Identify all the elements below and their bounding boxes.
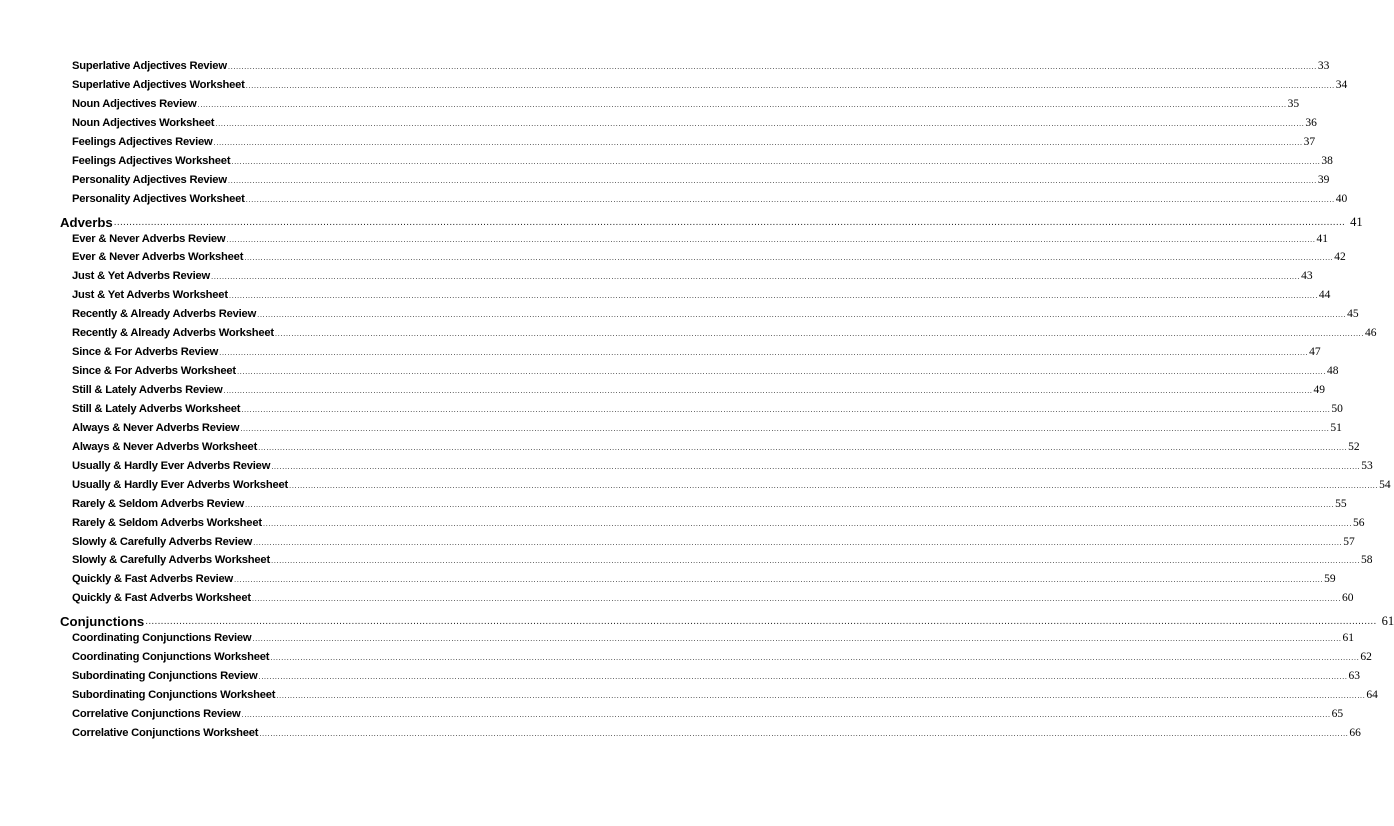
toc-page-number: 35	[1287, 97, 1300, 110]
toc-entry-title: Usually & Hardly Ever Adverbs Review	[72, 459, 271, 472]
toc-entry-title: Always & Never Adverbs Worksheet	[72, 440, 258, 453]
toc-entry-title: Subordinating Conjunctions Worksheet	[72, 689, 276, 702]
toc-entry-title: Conjunctions	[60, 614, 145, 630]
toc-entry[interactable]	[60, 708, 1344, 727]
toc-entry[interactable]	[60, 497, 1347, 517]
toc-entry[interactable]	[60, 154, 1333, 174]
toc-entry-title: Always & Never Adverbs Review	[72, 421, 240, 434]
dot-leader: ................................................................................................................................................................................................................................................................................................................................................................................................................	[213, 137, 1303, 147]
toc-entry-title: Recently & Already Adverbs Review	[72, 308, 257, 321]
dot-leader: ................................................................................................................................................................................................................................................................................................................................................................................................................	[245, 194, 1335, 204]
toc-entry-title: Coordinating Conjunctions Worksheet	[72, 651, 270, 664]
toc-entry[interactable]	[60, 97, 1300, 117]
toc-page-number: 43	[1301, 270, 1313, 283]
toc-page-number: 41	[1350, 214, 1363, 229]
toc-entry[interactable]	[60, 516, 1365, 536]
toc-entry-title: Superlative Adjectives Worksheet	[72, 78, 245, 91]
toc-page-number: 38	[1321, 154, 1333, 167]
toc-page-number: 57	[1343, 535, 1355, 548]
toc-entry[interactable]	[60, 689, 1378, 708]
toc-entry-title: Coordinating Conjunctions Review	[72, 632, 252, 645]
dot-leader: ................................................................................................................................................................................................................................................................................................................................................................................................................	[228, 291, 1318, 301]
toc-entry[interactable]	[60, 78, 1348, 98]
toc-page-number: 52	[1348, 440, 1360, 453]
toc-entry[interactable]	[60, 670, 1361, 689]
toc-entry-title: Still & Lately Adverbs Worksheet	[72, 402, 241, 415]
toc-page-number: 34	[1335, 78, 1348, 91]
toc-entry[interactable]	[60, 135, 1316, 155]
toc-entry[interactable]	[60, 554, 1373, 573]
toc-page-number: 51	[1330, 421, 1342, 434]
toc-entry[interactable]	[60, 270, 1313, 289]
toc-entry[interactable]	[60, 289, 1331, 308]
dot-leader: ................................................................................................................................................................................................................................................................................................................................................................................................................	[270, 556, 1361, 566]
dot-leader: ................................................................................................................................................................................................................................................................................................................................................................................................................	[262, 518, 1352, 528]
toc-page-number: 61	[1381, 614, 1394, 629]
toc-page-number: 64	[1366, 689, 1378, 702]
toc-page-number: 58	[1361, 554, 1373, 567]
dot-leader: ................................................................................................................................................................................................................................................................................................................................................................................................................	[276, 691, 1366, 701]
toc-page-number: 36	[1305, 116, 1317, 129]
toc-entry[interactable]	[60, 251, 1346, 270]
toc-page-number: 41	[1316, 232, 1328, 245]
dot-leader: ................................................................................................................................................................................................................................................................................................................................................................................................................	[253, 537, 1343, 547]
toc-entry[interactable]	[60, 232, 1328, 252]
dot-leader: ................................................................................................................................................................................................................................................................................................................................................................................................................	[270, 653, 1360, 663]
dot-leader: ................................................................................................................................................................................................................................................................................................................................................................................................................	[241, 710, 1331, 719]
dot-leader: ................................................................................................................................................................................................................................................................................................................................................................................................................	[251, 594, 1341, 604]
toc-entry-title: Ever & Never Adverbs Review	[72, 232, 226, 245]
dot-leader: ................................................................................................................................................................................................................................................................................................................................................................................................................	[241, 404, 1331, 414]
dot-leader: ................................................................................................................................................................................................................................................................................................................................................................................................................	[219, 348, 1309, 358]
dot-leader: ................................................................................................................................................................................................................................................................................................................................................................................................................	[240, 423, 1330, 433]
dot-leader: ................................................................................................................................................................................................................................................................................................................................................................................................................	[257, 310, 1347, 320]
toc-entry-title: Personality Adjectives Review	[72, 173, 227, 186]
toc-page-number: 65	[1331, 708, 1344, 720]
dot-leader: ................................................................................................................................................................................................................................................................................................................................................................................................................	[113, 216, 1346, 228]
toc-entry[interactable]	[60, 632, 1355, 651]
toc-entry[interactable]	[60, 535, 1355, 555]
dot-leader: ................................................................................................................................................................................................................................................................................................................................................................................................................	[259, 728, 1349, 738]
dot-leader: ................................................................................................................................................................................................................................................................................................................................................................................................................	[211, 272, 1301, 282]
toc-page-number: 53	[1361, 459, 1373, 472]
dot-leader: ................................................................................................................................................................................................................................................................................................................................................................................................................	[215, 118, 1305, 128]
toc-entry[interactable]	[60, 478, 1391, 498]
dot-leader: ................................................................................................................................................................................................................................................................................................................................................................................................................	[245, 499, 1335, 509]
dot-leader: ................................................................................................................................................................................................................................................................................................................................................................................................................	[227, 175, 1317, 185]
dot-leader: ................................................................................................................................................................................................................................................................................................................................................................................................................	[244, 253, 1334, 263]
toc-entry[interactable]	[60, 308, 1359, 327]
dot-leader: ................................................................................................................................................................................................................................................................................................................................................................................................................	[227, 62, 1317, 71]
toc-entry-title: Recently & Already Adverbs Worksheet	[72, 327, 274, 340]
dot-leader: ................................................................................................................................................................................................................................................................................................................................................................................................................	[258, 442, 1348, 452]
toc-entry-title: Still & Lately Adverbs Review	[72, 384, 223, 396]
toc-entry-title: Correlative Conjunctions Worksheet	[72, 726, 259, 739]
toc-page-number: 33	[1317, 60, 1330, 72]
toc-entry[interactable]	[60, 327, 1377, 346]
toc-entry[interactable]	[60, 116, 1317, 136]
toc-entry[interactable]	[60, 192, 1348, 212]
toc-entry-title: Superlative Adjectives Review	[72, 60, 227, 72]
dot-leader: ................................................................................................................................................................................................................................................................................................................................................................................................................	[234, 575, 1324, 585]
toc-page-number: 62	[1360, 651, 1372, 664]
toc-page-number: 60	[1341, 592, 1354, 605]
toc-entry[interactable]	[60, 459, 1373, 479]
toc-entry-title: Just & Yet Adverbs Worksheet	[72, 289, 228, 302]
dot-leader: ................................................................................................................................................................................................................................................................................................................................................................................................................	[236, 367, 1326, 377]
toc-page-number: 44	[1318, 289, 1331, 302]
dot-leader: ................................................................................................................................................................................................................................................................................................................................................................................................................	[231, 156, 1321, 166]
dot-leader: ................................................................................................................................................................................................................................................................................................................................................................................................................	[223, 386, 1313, 395]
dot-leader: ................................................................................................................................................................................................................................................................................................................................................................................................................	[226, 234, 1316, 244]
toc-page-number: 63	[1348, 670, 1361, 683]
toc-entry-title: Quickly & Fast Adverbs Worksheet	[72, 592, 251, 605]
dot-leader: ................................................................................................................................................................................................................................................................................................................................................................................................................	[258, 672, 1348, 682]
toc-entry[interactable]	[60, 173, 1330, 193]
toc-entry[interactable]	[60, 726, 1361, 746]
table-of-contents	[60, 60, 1394, 746]
toc-page-number: 39	[1317, 173, 1330, 186]
dot-leader: ................................................................................................................................................................................................................................................................................................................................................................................................................	[271, 461, 1361, 471]
toc-page-number: 66	[1349, 726, 1361, 739]
toc-entry-title: Ever & Never Adverbs Worksheet	[72, 251, 244, 264]
toc-entry-title: Slowly & Carefully Adverbs Review	[72, 535, 253, 548]
dot-leader: ................................................................................................................................................................................................................................................................................................................................................................................................................	[145, 616, 1377, 628]
toc-section-entry[interactable]	[60, 212, 1363, 233]
toc-page-number: 61	[1342, 632, 1355, 645]
toc-entry-title: Slowly & Carefully Adverbs Worksheet	[72, 554, 270, 567]
toc-page-number: 46	[1364, 327, 1377, 340]
toc-page-number: 50	[1331, 402, 1343, 415]
toc-entry-title: Noun Adjectives Review	[72, 97, 197, 110]
dot-leader: ................................................................................................................................................................................................................................................................................................................................................................................................................	[245, 80, 1335, 90]
toc-entry-title: Feelings Adjectives Review	[72, 135, 213, 148]
toc-entry-title: Personality Adjectives Worksheet	[72, 192, 245, 205]
toc-entry-title: Since & For Adverbs Worksheet	[72, 365, 236, 378]
toc-page-number: 55	[1335, 497, 1347, 510]
toc-entry[interactable]	[60, 60, 1330, 79]
toc-page-number: 42	[1334, 251, 1346, 264]
toc-entry[interactable]	[60, 402, 1343, 422]
toc-entry-title: Feelings Adjectives Worksheet	[72, 154, 231, 167]
toc-entry[interactable]	[60, 384, 1326, 403]
dot-leader: ................................................................................................................................................................................................................................................................................................................................................................................................................	[274, 329, 1364, 339]
dot-leader: ................................................................................................................................................................................................................................................................................................................................................................................................................	[252, 634, 1342, 644]
toc-page-number: 37	[1303, 135, 1316, 148]
dot-leader: ................................................................................................................................................................................................................................................................................................................................................................................................................	[289, 480, 1379, 490]
toc-entry[interactable]	[60, 573, 1336, 592]
toc-entry[interactable]	[60, 651, 1372, 670]
toc-section-entry[interactable]	[60, 611, 1394, 632]
toc-entry[interactable]	[60, 365, 1339, 384]
toc-page-number: 54	[1379, 478, 1391, 491]
toc-page-number: 59	[1324, 573, 1336, 586]
toc-entry-title: Just & Yet Adverbs Review	[72, 270, 211, 283]
toc-entry-title: Quickly & Fast Adverbs Review	[72, 573, 234, 586]
toc-page-number: 48	[1327, 365, 1339, 378]
toc-page-number: 56	[1352, 516, 1365, 529]
toc-entry-title: Subordinating Conjunctions Review	[72, 670, 258, 683]
toc-page-number: 49	[1313, 384, 1326, 396]
toc-entry-title: Correlative Conjunctions Review	[72, 708, 241, 720]
toc-entry-title: Rarely & Seldom Adverbs Review	[72, 497, 245, 510]
toc-entry[interactable]	[60, 346, 1321, 365]
toc-entry-title: Since & For Adverbs Review	[72, 346, 219, 359]
toc-page-number: 40	[1335, 192, 1348, 205]
toc-entry[interactable]	[60, 421, 1342, 441]
dot-leader: ................................................................................................................................................................................................................................................................................................................................................................................................................	[197, 99, 1287, 109]
toc-page-number: 47	[1309, 346, 1321, 359]
toc-entry-title: Usually & Hardly Ever Adverbs Worksheet	[72, 478, 289, 491]
toc-page-number: 45	[1347, 308, 1359, 321]
toc-entry-title: Adverbs	[60, 214, 113, 230]
toc-entry-title: Noun Adjectives Worksheet	[72, 116, 215, 129]
toc-entry[interactable]	[60, 440, 1360, 460]
toc-entry-title: Rarely & Seldom Adverbs Worksheet	[72, 516, 262, 529]
toc-entry[interactable]	[60, 592, 1354, 611]
